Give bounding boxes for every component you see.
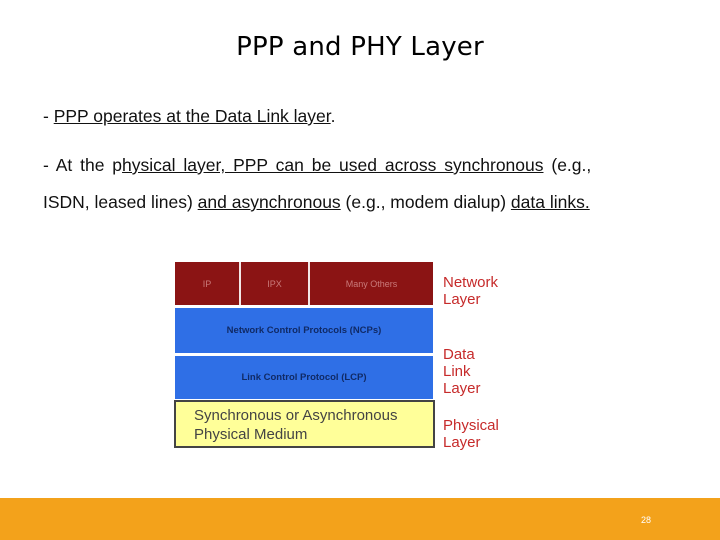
network-layer-label: Network Layer [443, 274, 499, 308]
network-protocol-others: Many Others [310, 262, 433, 305]
network-protocol-ip: IP [175, 262, 241, 305]
network-protocol-ipx: IPX [241, 262, 310, 305]
physical-medium-band [174, 400, 435, 448]
lcp-band: Link Control Protocol (LCP) [175, 356, 433, 399]
bullet-2-text: (e.g., [543, 155, 592, 175]
ncp-band: Network Control Protocols (NCPs) [175, 308, 433, 353]
physical-medium-line-1: Synchronous or Asynchronous [194, 407, 398, 424]
bullet-2-underlined: hysical layer, PPP can be used across synchronous [122, 155, 544, 175]
data-link-layer-label: Data Link Layer [443, 346, 481, 397]
bullet-2-text: - At the p [43, 155, 123, 175]
bullet-2-underlined: and asynchronous [197, 192, 341, 212]
physical-medium-line-2: Physical Medium [194, 426, 308, 443]
bullet-2-line-2 [43, 185, 590, 219]
bullet-2-line-1 [43, 148, 591, 182]
page-number: 28 [641, 515, 652, 525]
bullet-1-prefix: - [43, 106, 54, 126]
bullet-1-suffix: . [330, 106, 336, 126]
slide-title: PPP and PHY Layer [236, 32, 484, 62]
bullet-2-underlined: data links. [510, 192, 590, 212]
bullet-1-underlined: PPP operates at the Data Link layer [53, 106, 331, 126]
bullet-1 [43, 99, 336, 133]
physical-layer-label: Physical Layer [443, 417, 499, 451]
bullet-2-text: (e.g., modem dialup) [340, 192, 511, 212]
footer-bar [0, 498, 720, 540]
bullet-2-text: ISDN, leased lines) [43, 192, 198, 212]
